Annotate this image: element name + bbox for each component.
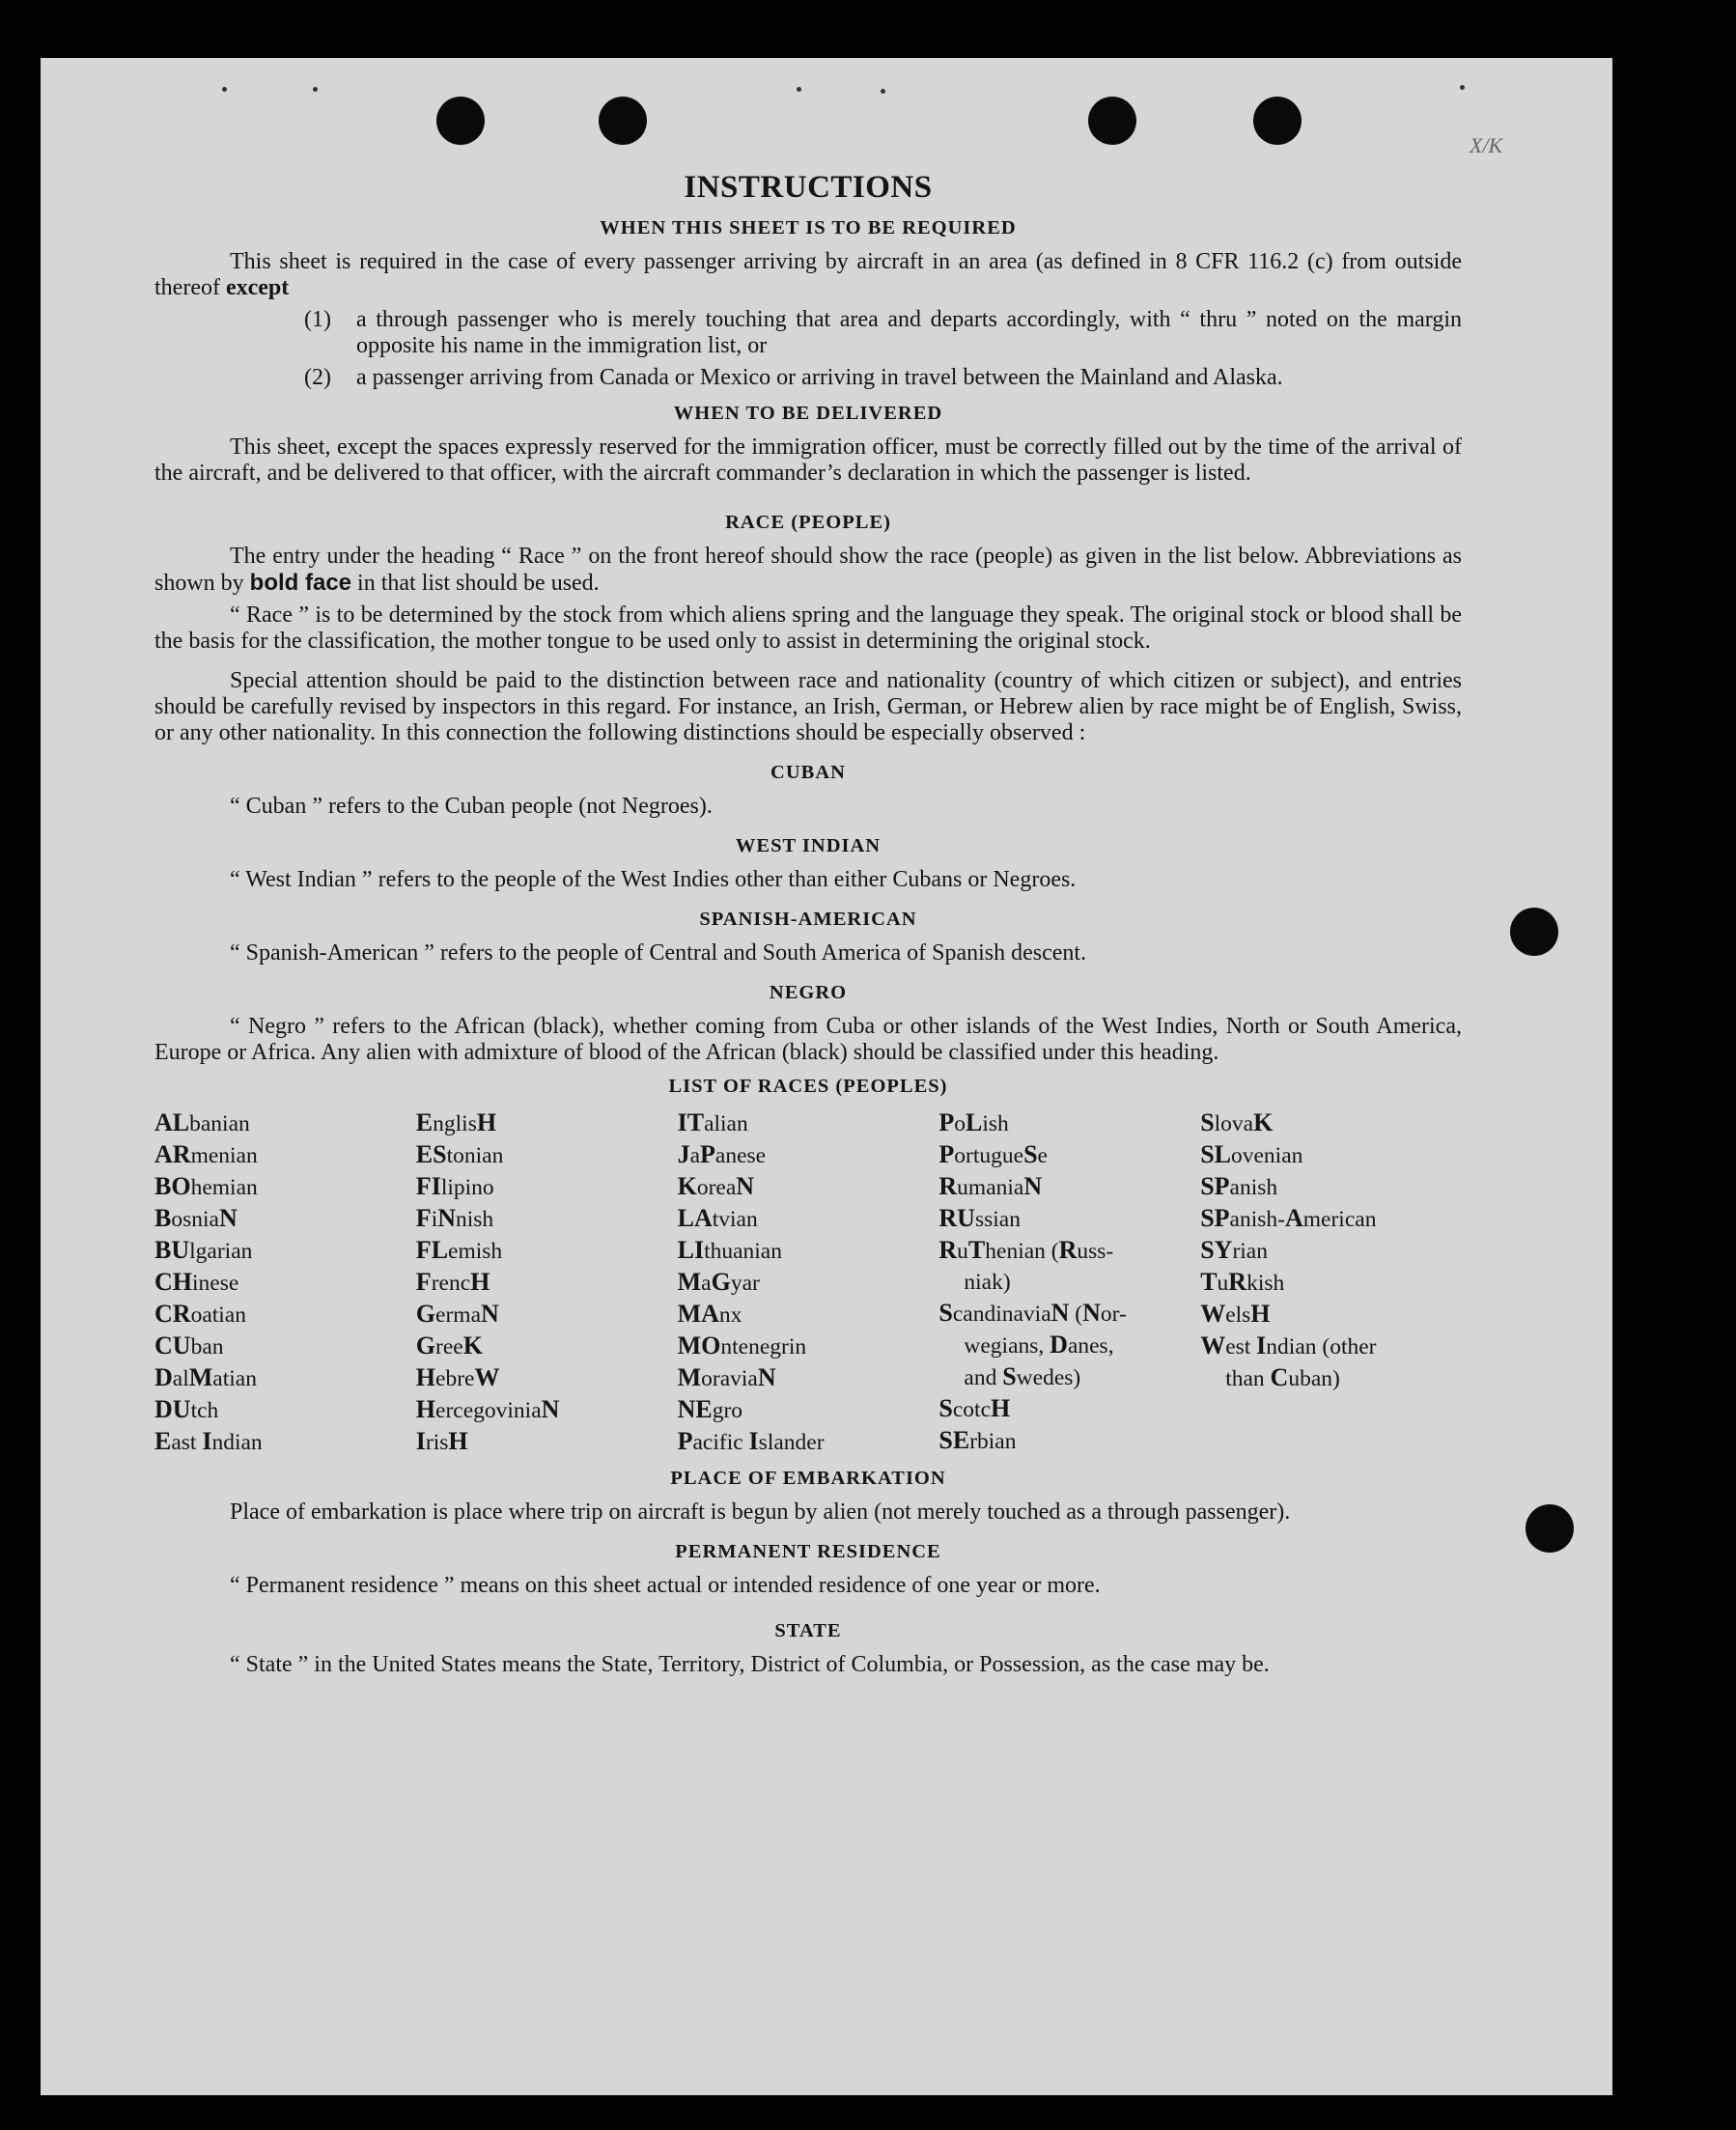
heading-negro: NEGRO bbox=[769, 982, 848, 1003]
race-entry: niak) bbox=[964, 1270, 1011, 1295]
race-entry: BUlgarian bbox=[154, 1236, 253, 1264]
instructions-body bbox=[154, 116, 1462, 1678]
race-entry: HercegoviniaN bbox=[415, 1395, 560, 1423]
race-entry: ScotcH bbox=[938, 1394, 1011, 1422]
race-column bbox=[154, 1107, 416, 1458]
heading-spanish-american: SPANISH-AMERICAN bbox=[699, 909, 917, 930]
race-entry: DUtch bbox=[154, 1395, 219, 1423]
race-entry: CHinese bbox=[154, 1268, 239, 1296]
list-item: (2) a passenger arriving from Canada or Mexico or arriving in travel between the Mainland and Alaska. bbox=[304, 365, 1283, 390]
west-indian-text: “ West Indian ” refers to the people of the West Indies other than either Cubans or Negroes. bbox=[230, 867, 1077, 892]
race-entry: ARmenian bbox=[154, 1140, 258, 1168]
race-entry: SlovaK bbox=[1200, 1108, 1274, 1136]
embarkation-text: Place of embarkation is place where trip on aircraft is begun by alien (not merely touched as a through passenger). bbox=[230, 1499, 1291, 1525]
race-entry: SPanish-American bbox=[1200, 1204, 1377, 1232]
race-entry: TuRkish bbox=[1200, 1268, 1285, 1296]
race-entry: MAnx bbox=[677, 1300, 742, 1328]
race-entry: CUban bbox=[154, 1331, 224, 1359]
race-entry: West Indian (other bbox=[1200, 1331, 1377, 1359]
race-entry: GermaN bbox=[415, 1300, 499, 1328]
races-table bbox=[154, 1107, 1462, 1458]
race-paragraph-1: The entry under the heading “ Race ” on the front hereof should show the race (people) as given in the list below. Abbreviations as shown by bold face in that list should be used. bbox=[154, 544, 1462, 596]
race-paragraph-2: “ Race ” is to be determined by the stock from which aliens spring and the language they speak. The original stock or blood shall be the basis for the classification, the mother tongue to be used only to assist in determining the original stock. bbox=[154, 603, 1462, 654]
race-entry: WelsH bbox=[1200, 1300, 1271, 1328]
race-entry: EnglisH bbox=[415, 1108, 497, 1136]
page-title: INSTRUCTIONS bbox=[684, 170, 933, 205]
list-item: (1) a through passenger who is merely touching that area and departs accordingly, with “ thru ” noted on the margin opposite his name in the immigration list, or bbox=[304, 307, 1462, 358]
race-entry: BOhemian bbox=[154, 1172, 258, 1200]
race-entry: MaGyar bbox=[677, 1268, 760, 1296]
race-entry: SYrian bbox=[1200, 1236, 1268, 1264]
dust-speck bbox=[313, 87, 318, 92]
race-entry: RumaniaN bbox=[938, 1172, 1043, 1200]
race-entry: RuThenian (Russ- bbox=[938, 1236, 1114, 1264]
race-entry: East Indian bbox=[154, 1427, 263, 1455]
race-entry: HebreW bbox=[415, 1363, 500, 1391]
race-column bbox=[416, 1107, 678, 1458]
race-entry: SErbian bbox=[938, 1426, 1017, 1454]
dust-speck bbox=[222, 87, 227, 92]
dust-speck bbox=[1460, 85, 1465, 90]
heading-list-of-races: LIST OF RACES (PEOPLES) bbox=[668, 1076, 948, 1097]
dust-speck bbox=[881, 89, 885, 94]
race-entry: EStonian bbox=[415, 1140, 504, 1168]
race-entry: KoreaN bbox=[677, 1172, 755, 1200]
punch-hole bbox=[1526, 1504, 1574, 1553]
heading-cuban: CUBAN bbox=[770, 762, 846, 783]
race-entry: FIlipino bbox=[415, 1172, 494, 1200]
race-paragraph-3: Special attention should be paid to the distinction between race and nationality (country of which citizen or subject), and entries should be carefully revised by inspectors in this regard. For instance, an Irish, German, or Hebrew alien by race might be of English, Swiss, or any other nationality. In this connection the following distinctions should be especially observed : bbox=[154, 668, 1462, 745]
spanish-american-text: “ Spanish-American ” refers to the people of Central and South America of Spanish descent. bbox=[230, 940, 1087, 966]
race-column bbox=[1200, 1107, 1462, 1458]
heading-delivered: WHEN TO BE DELIVERED bbox=[673, 403, 943, 424]
race-entry: ScandinaviaN (Nor- bbox=[938, 1299, 1127, 1327]
race-column bbox=[678, 1107, 939, 1458]
race-entry: CRoatian bbox=[154, 1300, 246, 1328]
required-intro: This sheet is required in the case of every passenger arriving by aircraft in an area (as defined in 8 CFR 116.2 (c) from outside thereof except bbox=[154, 249, 1462, 300]
race-entry: LAtvian bbox=[677, 1204, 758, 1232]
race-entry: FrencH bbox=[415, 1268, 490, 1296]
heading-required: WHEN THIS SHEET IS TO BE REQUIRED bbox=[600, 217, 1017, 238]
race-entry: MoraviaN bbox=[677, 1363, 776, 1391]
race-entry: SPanish bbox=[1200, 1172, 1278, 1200]
race-entry: RUssian bbox=[938, 1204, 1021, 1232]
race-entry: LIthuanian bbox=[677, 1236, 782, 1264]
state-text: “ State ” in the United States means the State, Territory, District of Columbia, or Possession, as the case may be. bbox=[230, 1652, 1270, 1677]
residence-text: “ Permanent residence ” means on this sheet actual or intended residence of one year or more. bbox=[230, 1573, 1101, 1598]
heading-state: STATE bbox=[774, 1620, 842, 1641]
race-entry: PortugueSe bbox=[938, 1140, 1048, 1168]
race-entry: IrisH bbox=[415, 1427, 468, 1455]
race-entry: Pacific Islander bbox=[677, 1427, 825, 1455]
race-entry: SLovenian bbox=[1200, 1140, 1303, 1168]
race-entry: NEgro bbox=[677, 1395, 743, 1423]
heading-race: RACE (PEOPLE) bbox=[725, 512, 891, 533]
race-entry: ALbanian bbox=[154, 1108, 250, 1136]
race-entry: MOntenegrin bbox=[677, 1331, 807, 1359]
race-entry: DalMatian bbox=[154, 1363, 257, 1391]
delivered-text: This sheet, except the spaces expressly reserved for the immigration officer, must be correctly filled out by the time of the arrival of the aircraft, and be delivered to that officer, with the aircraft commander’s declaration in which the passenger is listed. bbox=[154, 434, 1462, 486]
punch-hole bbox=[1510, 908, 1558, 956]
heading-west-indian: WEST INDIAN bbox=[735, 835, 882, 856]
dust-speck bbox=[797, 87, 801, 92]
negro-text: “ Negro ” refers to the African (black), whether coming from Cuba or other islands of the West Indies, North or South America, Europe or Africa. Any alien with admixture of blood of the African (black) should be classified under this heading. bbox=[154, 1014, 1462, 1065]
race-column bbox=[938, 1107, 1200, 1458]
race-entry: and Swedes) bbox=[964, 1362, 1081, 1390]
race-entry: FiNnish bbox=[415, 1204, 494, 1232]
heading-embarkation: PLACE OF EMBARKATION bbox=[670, 1468, 946, 1489]
race-entry: PoLish bbox=[938, 1108, 1009, 1136]
race-entry: ITalian bbox=[677, 1108, 748, 1136]
race-entry: FLemish bbox=[415, 1236, 503, 1264]
stamp-mark: X/K bbox=[1470, 133, 1503, 157]
heading-residence: PERMANENT RESIDENCE bbox=[675, 1541, 941, 1562]
race-entry: BosniaN bbox=[154, 1204, 238, 1232]
race-entry: than Cuban) bbox=[1225, 1363, 1340, 1391]
race-entry: GreeK bbox=[415, 1331, 483, 1359]
race-entry: wegians, Danes, bbox=[964, 1331, 1114, 1359]
race-entry: JaPanese bbox=[677, 1140, 767, 1168]
cuban-text: “ Cuban ” refers to the Cuban people (not Negroes). bbox=[230, 794, 713, 819]
